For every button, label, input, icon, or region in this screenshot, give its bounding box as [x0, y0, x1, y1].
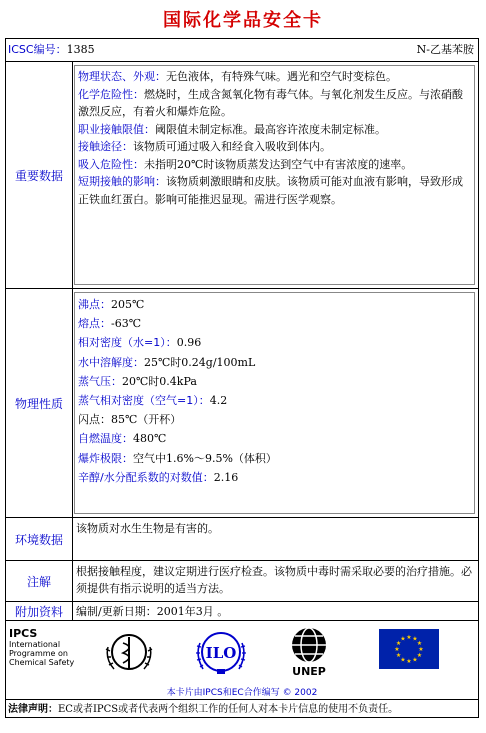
eu-flag-icon [379, 629, 439, 669]
svg-text:★: ★ [400, 656, 406, 664]
who-emblem-icon [102, 625, 156, 679]
svg-text:★: ★ [400, 635, 406, 643]
svg-text:★: ★ [406, 634, 412, 641]
svg-text:★: ★ [394, 646, 400, 653]
card-caption: 本卡片由IPCS和EC合作编写 © 2002 [166, 688, 318, 698]
unep-globe-icon [289, 625, 329, 665]
section-label: 注解 [6, 561, 73, 601]
icsc-code-label: ICSC编号： [8, 43, 67, 56]
property-line: 相对密度（水=1）：0.96 [78, 336, 202, 350]
property-line: 辛醇/水分配系数的对数值：2.16 [78, 470, 239, 484]
info-line: 吸入危险性：未指明20℃时该物质蒸发达到空气中有害浓度的速率。 [78, 157, 413, 171]
ilo-emblem-icon [193, 625, 249, 679]
physical-content [74, 292, 475, 514]
svg-text:★: ★ [412, 656, 418, 664]
property-line: 闪点：85℃（开杯） [78, 413, 182, 427]
section-label: 环境数据 [6, 518, 73, 560]
section-label: 物理性质 [6, 289, 73, 517]
info-line: 物理状态、外观：无色液体，有特殊气味。遇光和空气时变棕色。 [78, 70, 397, 83]
legal-label: 法律声明： [8, 704, 58, 715]
unep-label: UNEP [292, 665, 326, 678]
svg-text:★: ★ [395, 640, 402, 647]
svg-text:ILO: ILO [205, 644, 237, 662]
section-environment [6, 518, 478, 561]
svg-text:★: ★ [395, 652, 402, 659]
card-frame [5, 38, 479, 718]
legal-notice [8, 703, 398, 717]
additional-text: 编制/更新日期：2001年3月 。 [76, 605, 229, 618]
info-line: 接触途径：该物质可通过吸入和经食入吸收到体内。 [78, 140, 331, 153]
svg-text:★: ★ [418, 646, 424, 653]
svg-text:★: ★ [416, 652, 423, 659]
property-line: 水中溶解度：25℃时0.24g/100mL [78, 355, 256, 369]
svg-text:★: ★ [416, 640, 423, 647]
property-line: 蒸气压：20℃时0.4kPa [78, 374, 197, 388]
section-physical [6, 289, 478, 518]
section-important [6, 62, 478, 289]
svg-text:★: ★ [412, 635, 418, 643]
icsc-code-value: 1385 [66, 43, 95, 56]
page-title: 国际化学品安全卡 [163, 10, 323, 31]
info-line: 化学危险性：燃烧时，生成含氮氧化物有毒气体。与氧化剂发生反应。与浓硝酸激烈反应，有着火和爆炸危险。 [78, 87, 463, 118]
property-line: 爆炸极限：空气中1.6%～9.5%（体积） [78, 451, 277, 465]
section-label: 重要数据 [6, 62, 73, 288]
property-line: 熔点：-63℃ [78, 317, 142, 331]
notes-text: 根据接触程度，建议定期进行医疗检查。该物质中毒时需采取必要的治疗措施。必须提供有指示说明的适当方法。 [76, 565, 472, 595]
info-line: 职业接触限值：阈限值未制定标准。最高容许浓度未制定标准。 [78, 122, 386, 136]
svg-text:★: ★ [406, 658, 412, 665]
card-header [6, 39, 478, 62]
ipcs-logo: IPCS International Programme on Chemical Safety [9, 627, 75, 667]
property-line: 蒸气相对密度（空气=1）：4.2 [78, 394, 228, 408]
chemical-name: N-乙基苯胺 [416, 43, 474, 56]
info-line: 短期接触的影响：该物质刺激眼睛和皮肤。该物质可能对血液有影响，导致形成正铁血红蛋白。影响可能推迟显现。需进行医学观察。 [78, 175, 463, 206]
section-notes [6, 561, 478, 602]
legal-text: EC或者IPCS或者代表两个组织工作的任何人对本卡片信息的使用不负责任。 [58, 704, 399, 715]
section-label: 附加资料 [6, 602, 73, 620]
property-line: 自燃温度：480℃ [78, 432, 167, 446]
section-additional [6, 602, 478, 621]
logo-strip [6, 621, 478, 700]
important-content [74, 65, 475, 285]
property-line: 沸点：205℃ [78, 298, 145, 311]
environment-text: 该物质对水生生物是有害的。 [76, 522, 219, 535]
